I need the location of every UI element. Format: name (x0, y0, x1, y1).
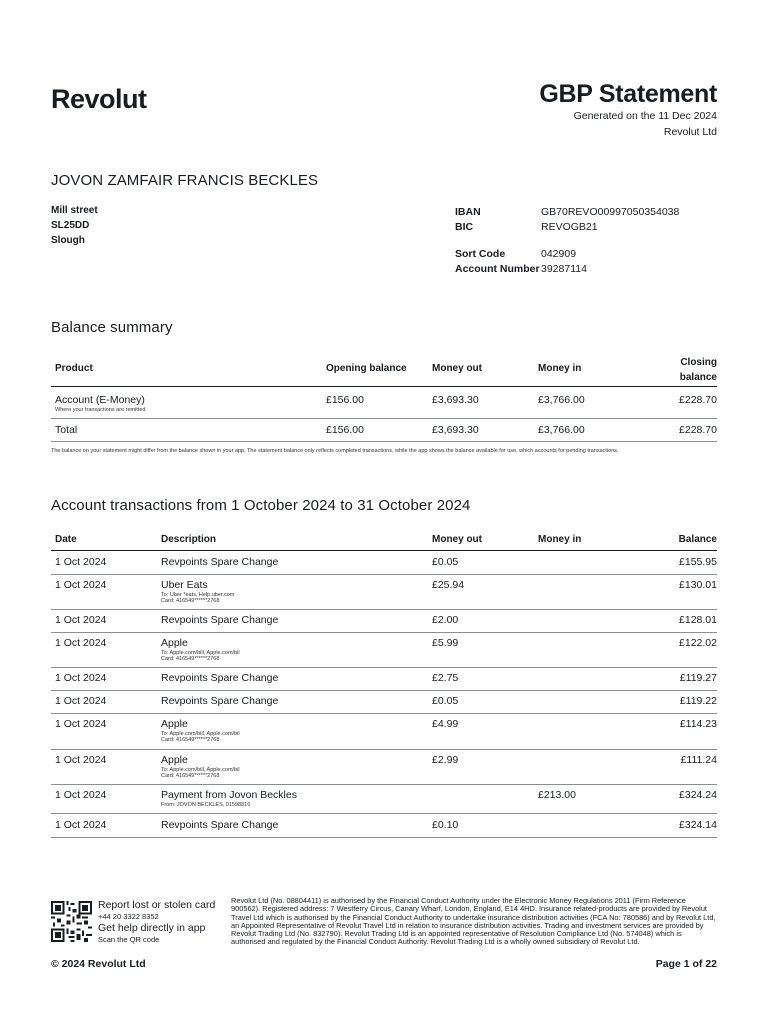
summary-header-rule (51, 386, 717, 387)
tx-description: Apple (161, 754, 188, 766)
tx-description: Apple (161, 718, 188, 730)
tx-description: Payment from Jovon Beckles (161, 789, 297, 801)
tx-money-out: £0.10 (432, 819, 459, 831)
tx-card-detail: Card: 416549******2768 (161, 773, 220, 779)
tx-description-detail: To: Apple.com/bill, Apple.com/bil (161, 650, 240, 656)
summary-money-out: £3,693.30 (432, 394, 479, 406)
tx-date: 1 Oct 2024 (55, 718, 107, 730)
iban-label: IBAN (455, 206, 481, 218)
tx-description: Uber Eats (161, 579, 208, 591)
tx-balance: £122.02 (679, 637, 717, 649)
report-lost-card: Report lost or stolen card (98, 899, 216, 911)
total-money-in: £3,766.00 (538, 424, 585, 436)
tx-row-rule (51, 713, 717, 714)
tx-header-date: Date (55, 534, 77, 545)
address-line-1: Mill street (51, 205, 98, 216)
tx-description: Apple (161, 637, 188, 649)
col-header-closing (680, 355, 717, 385)
tx-row-rule (51, 609, 717, 610)
tx-description: Revpoints Spare Change (161, 614, 279, 626)
col-header-product: Product (55, 363, 93, 374)
company-name: Revolut Ltd (663, 126, 717, 138)
col-header-closing-line2: balance (679, 372, 717, 383)
balance-summary-title: Balance summary (51, 319, 173, 336)
account-number-value: 39287114 (541, 263, 587, 275)
help-in-app: Get help directly in app (98, 922, 206, 934)
tx-money-out: £4.99 (432, 718, 459, 730)
tx-date: 1 Oct 2024 (55, 579, 107, 591)
tx-row-rule (51, 632, 717, 633)
tx-date: 1 Oct 2024 (55, 695, 107, 707)
tx-description-detail: To: Apple.com/bill, Apple.com/bil (161, 767, 240, 773)
bic-label: BIC (455, 221, 474, 233)
tx-description: Revpoints Spare Change (161, 695, 279, 707)
tx-description-detail: To: Apple.com/bill, Apple.com/bil (161, 731, 240, 737)
tx-date: 1 Oct 2024 (55, 614, 107, 626)
tx-balance: £324.14 (679, 819, 717, 831)
tx-description: Revpoints Spare Change (161, 556, 279, 568)
tx-money-out: £2.75 (432, 672, 459, 684)
tx-balance: £128.01 (679, 614, 717, 626)
tx-card-detail: Card: 416549******2768 (161, 656, 220, 662)
summary-closing: £228.70 (679, 394, 717, 406)
total-closing: £228.70 (679, 424, 717, 436)
tx-header-balance: Balance (678, 534, 717, 545)
tx-description: Revpoints Spare Change (161, 819, 279, 831)
summary-money-in: £3,766.00 (538, 394, 585, 406)
tx-header-money-out: Money out (432, 534, 482, 545)
tx-row-rule (51, 784, 717, 785)
tx-balance: £119.22 (679, 695, 717, 707)
summary-opening: £156.00 (326, 394, 364, 406)
tx-header-money-in: Money in (538, 534, 582, 545)
tx-description-detail: From: JOVON BECKLES, 01598816 (161, 802, 251, 808)
tx-header-description: Description (161, 534, 217, 545)
tx-date: 1 Oct 2024 (55, 819, 107, 831)
sort-code-label: Sort Code (455, 248, 506, 260)
tx-date: 1 Oct 2024 (55, 637, 107, 649)
tx-money-out: £2.00 (432, 614, 459, 626)
tx-balance: £114.23 (679, 718, 717, 730)
tx-balance: £119.27 (679, 672, 717, 684)
total-money-out: £3,693.30 (432, 424, 479, 436)
tx-row-rule (51, 749, 717, 750)
col-header-closing-line1: Closing (680, 357, 717, 368)
summary-product-sub: Where your transactions are remitted (55, 407, 146, 413)
tx-header-rule (51, 550, 717, 551)
tx-row-rule (51, 837, 717, 838)
tx-description-detail: To: Uber *eats, Help.uber.com (161, 592, 235, 598)
tx-row-rule (51, 667, 717, 668)
account-holder-name: JOVON ZAMFAIR FRANCIS BECKLES (51, 172, 319, 189)
tx-row-rule (51, 813, 717, 814)
balance-disclaimer: The balance on your statement might differ from the balance shown in your app. The statement balance only reflects completed transactions, while the app shows the balance available for use, which accounts for pending transactions. (51, 448, 619, 454)
tx-date: 1 Oct 2024 (55, 672, 107, 684)
address-line-2: SL25DD (51, 220, 90, 231)
tx-money-out: £0.05 (432, 556, 459, 568)
report-phone[interactable]: +44 20 3322 8352 (98, 912, 159, 921)
tx-date: 1 Oct 2024 (55, 556, 107, 568)
tx-card-detail: Card: 416549******2768 (161, 737, 220, 743)
col-header-opening: Opening balance (326, 363, 407, 374)
tx-money-in: £213.00 (538, 789, 576, 801)
account-number-label: Account Number (455, 263, 540, 275)
summary-product: Account (E-Money) (55, 394, 145, 406)
bic-value: REVOGB21 (541, 221, 598, 233)
total-label: Total (55, 424, 78, 436)
tx-row-rule (51, 574, 717, 575)
total-opening: £156.00 (326, 424, 364, 436)
tx-money-out: £2.99 (432, 754, 459, 766)
tx-money-out: £25.94 (432, 579, 465, 591)
tx-date: 1 Oct 2024 (55, 754, 107, 766)
tx-date: 1 Oct 2024 (55, 789, 107, 801)
tx-card-detail: Card: 416549******2768 (161, 598, 220, 604)
scan-qr-text: Scan the QR code (98, 935, 160, 944)
iban-value: GB70REVO00997050354038 (541, 206, 680, 218)
revolut-logo: Revolut (51, 84, 147, 114)
statement-title: GBP Statement (539, 80, 717, 108)
sort-code-value: 042909 (541, 248, 577, 260)
qr-code-icon (51, 901, 92, 942)
tx-balance: £111.24 (680, 754, 717, 766)
summary-total-rule (51, 441, 717, 442)
tx-money-out: £5.99 (432, 637, 459, 649)
copyright: © 2024 Revolut Ltd (51, 958, 146, 970)
tx-row-rule (51, 690, 717, 691)
col-header-money-out: Money out (432, 363, 482, 374)
tx-balance: £155.95 (679, 556, 717, 568)
tx-description: Revpoints Spare Change (161, 672, 279, 684)
tx-money-out: £0.05 (432, 695, 459, 707)
tx-balance: £130.01 (679, 579, 717, 591)
summary-row-rule (51, 418, 717, 419)
address-line-3: Slough (51, 235, 85, 246)
col-header-money-in: Money in (538, 363, 582, 374)
tx-balance: £324.24 (679, 789, 717, 801)
generated-date: Generated on the 11 Dec 2024 (573, 110, 717, 122)
page-number: Page 1 of 22 (655, 958, 717, 970)
transactions-title: Account transactions from 1 October 2024 to 31 October 2024 (51, 497, 471, 514)
legal-disclaimer: Revolut Ltd (No. 08804411) is authorised by the Financial Conduct Authority under the Electronic Money Regulations 2011 (Firm Reference 900562). Registered address: 7 Westferry Circus, Canary Wharf, London, England, E14 4HD. Insurance related-products are provided by Revolut Travel Ltd which is authorised by the Financial Conduct Authority to undertake insurance distribution activities (FCA No: 780586) and by Revolut Ltd, an Appointed Representative of Revolut Travel Ltd in relation to insurance distribution activities. Trading and investment services are provided by Revolut Trading Ltd (No. 832790). Revolut Trading Ltd is an appointed representative of Resolution Compliance Ltd (No. 574048) which is authorised and regulated by the Financial Conduct Authority. Revolut Trading Ltd is a wholly owned subsidiary of Revolut Ltd. (231, 896, 716, 947)
